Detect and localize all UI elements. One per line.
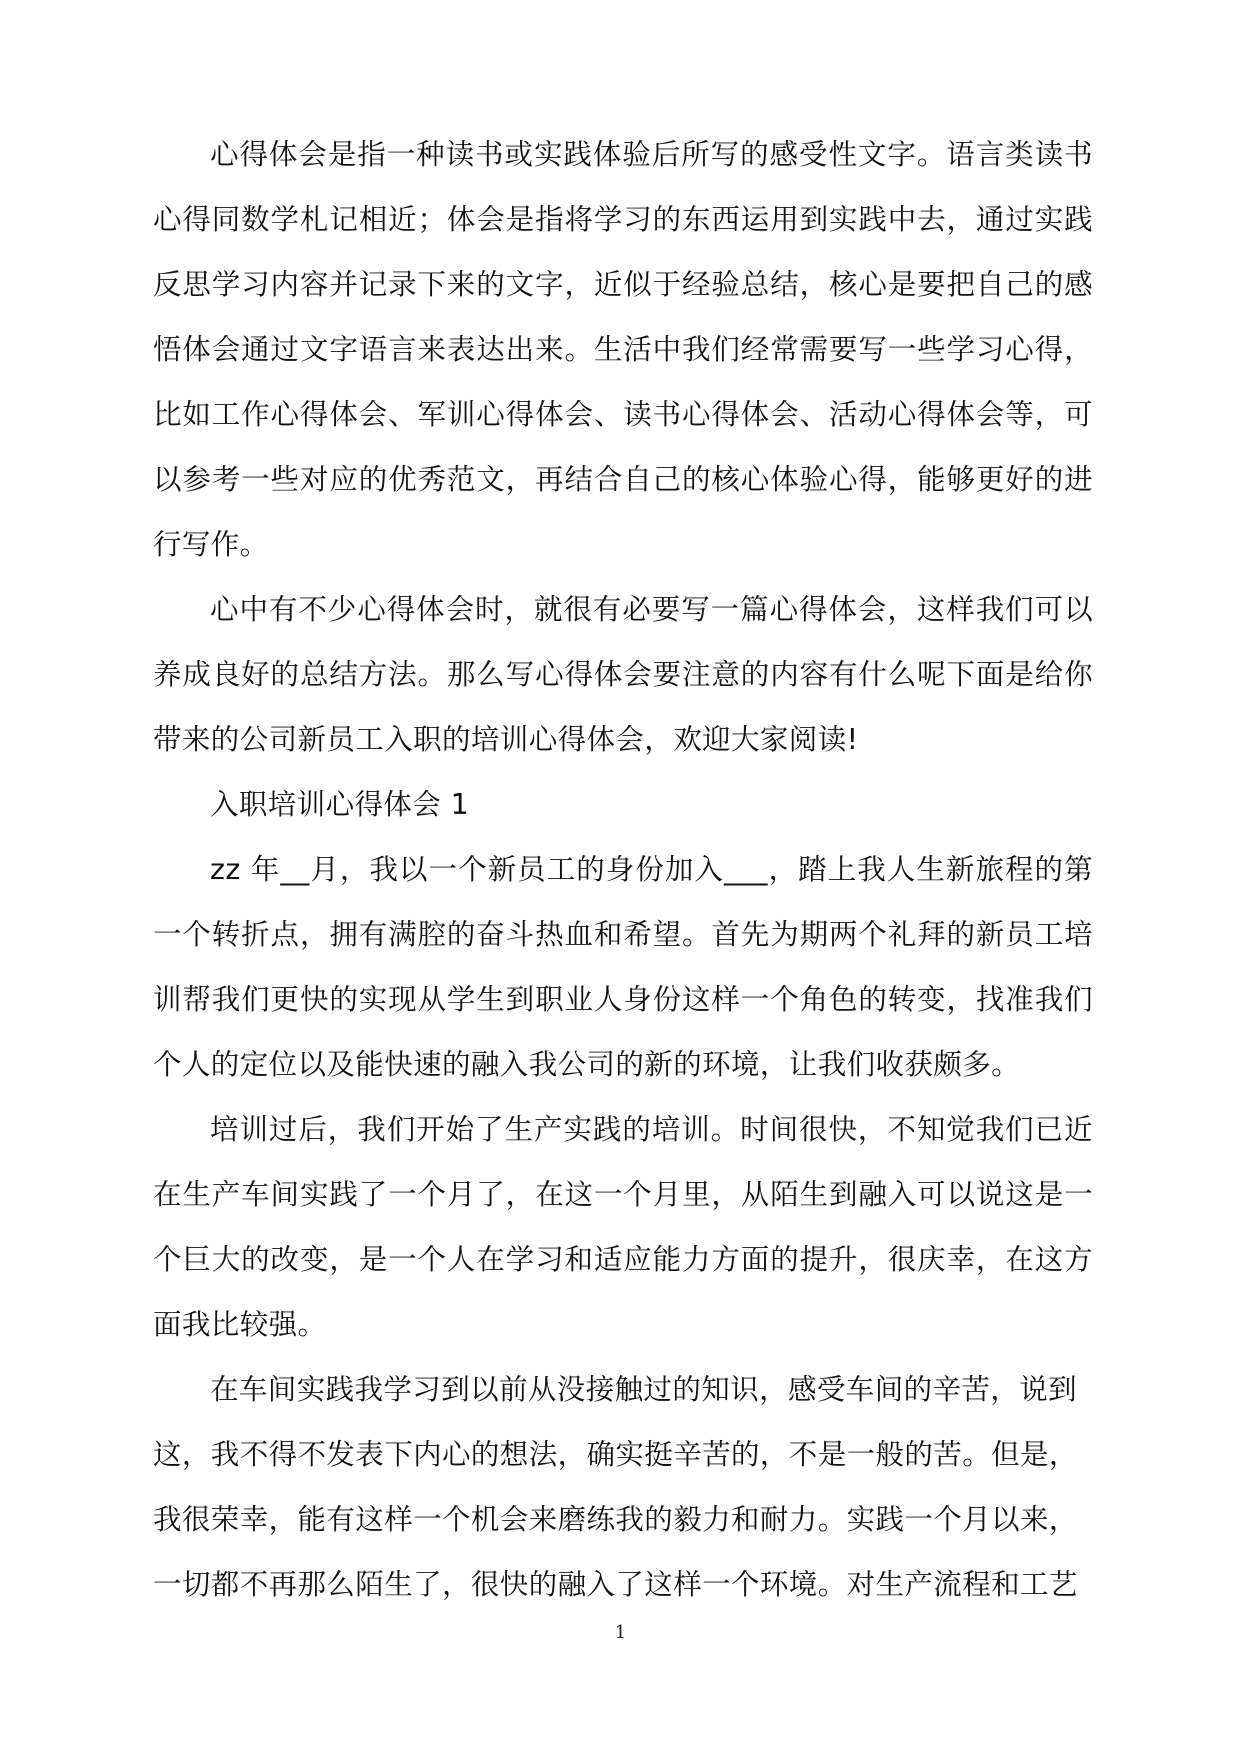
paragraph-workshop: 在车间实践我学习到以前从没接触过的知识，感受车间的辛苦，说到这，我不得不发表下内心的想法，确实挺辛苦的，不是一般的苦。但是，我很荣幸，能有这样一个机会来磨练我的毅力和耐力。实践一个月以来，一切都不再那么陌生了，很快的融入了这样一个环境。对生产流程和工艺 [153,1373,1078,1601]
paragraph-intro: 心得体会是指一种读书或实践体验后所写的感受性文字。语言类读书心得同数学札记相近；体会是指将学习的东西运用到实践中去，通过实践反思学习内容并记录下来的文字，近似于经验总结，核心是要把自己的感悟体会通过文字语言来表达出来。生活中我们经常需要写一些学习心得，比如工作心得体会、军训心得体会、读书心得体会、活动心得体会等，可以参考一些对应的优秀范文，再结合自己的核心体验心得，能够更好的进行写作。 [153,138,1093,561]
paragraph-practice-training: 培训过后，我们开始了生产实践的培训。时间很快，不知觉我们已近在生产车间实践了一个月了，在这一个月里，从陌生到融入可以说这是一个巨大的改变，是一个人在学习和适应能力方面的提升，很庆幸，在这方面我比较强。 [153,1113,1093,1341]
paragraph-lead-in: 心中有不少心得体会时，就很有必要写一篇心得体会，这样我们可以养成良好的总结方法。那么写心得体会要注意的内容有什么呢下面是给你带来的公司新员工入职的培训心得体会，欢迎大家阅读! [153,593,1093,756]
section-heading: 入职培训心得体会 1 [210,788,470,821]
document-body [153,122,1093,1617]
paragraph-joining: zz 年__月，我以一个新员工的身份加入___，踏上我人生新旅程的第一个转折点，拥有满腔的奋斗热血和希望。首先为期两个礼拜的新员工培训帮我们更快的实现从学生到职业人身份这样一个角色的转变，找准我们个人的定位以及能快速的融入我公司的新的环境，让我们收获颇多。 [153,853,1093,1081]
page-number: 1 [614,1622,627,1643]
